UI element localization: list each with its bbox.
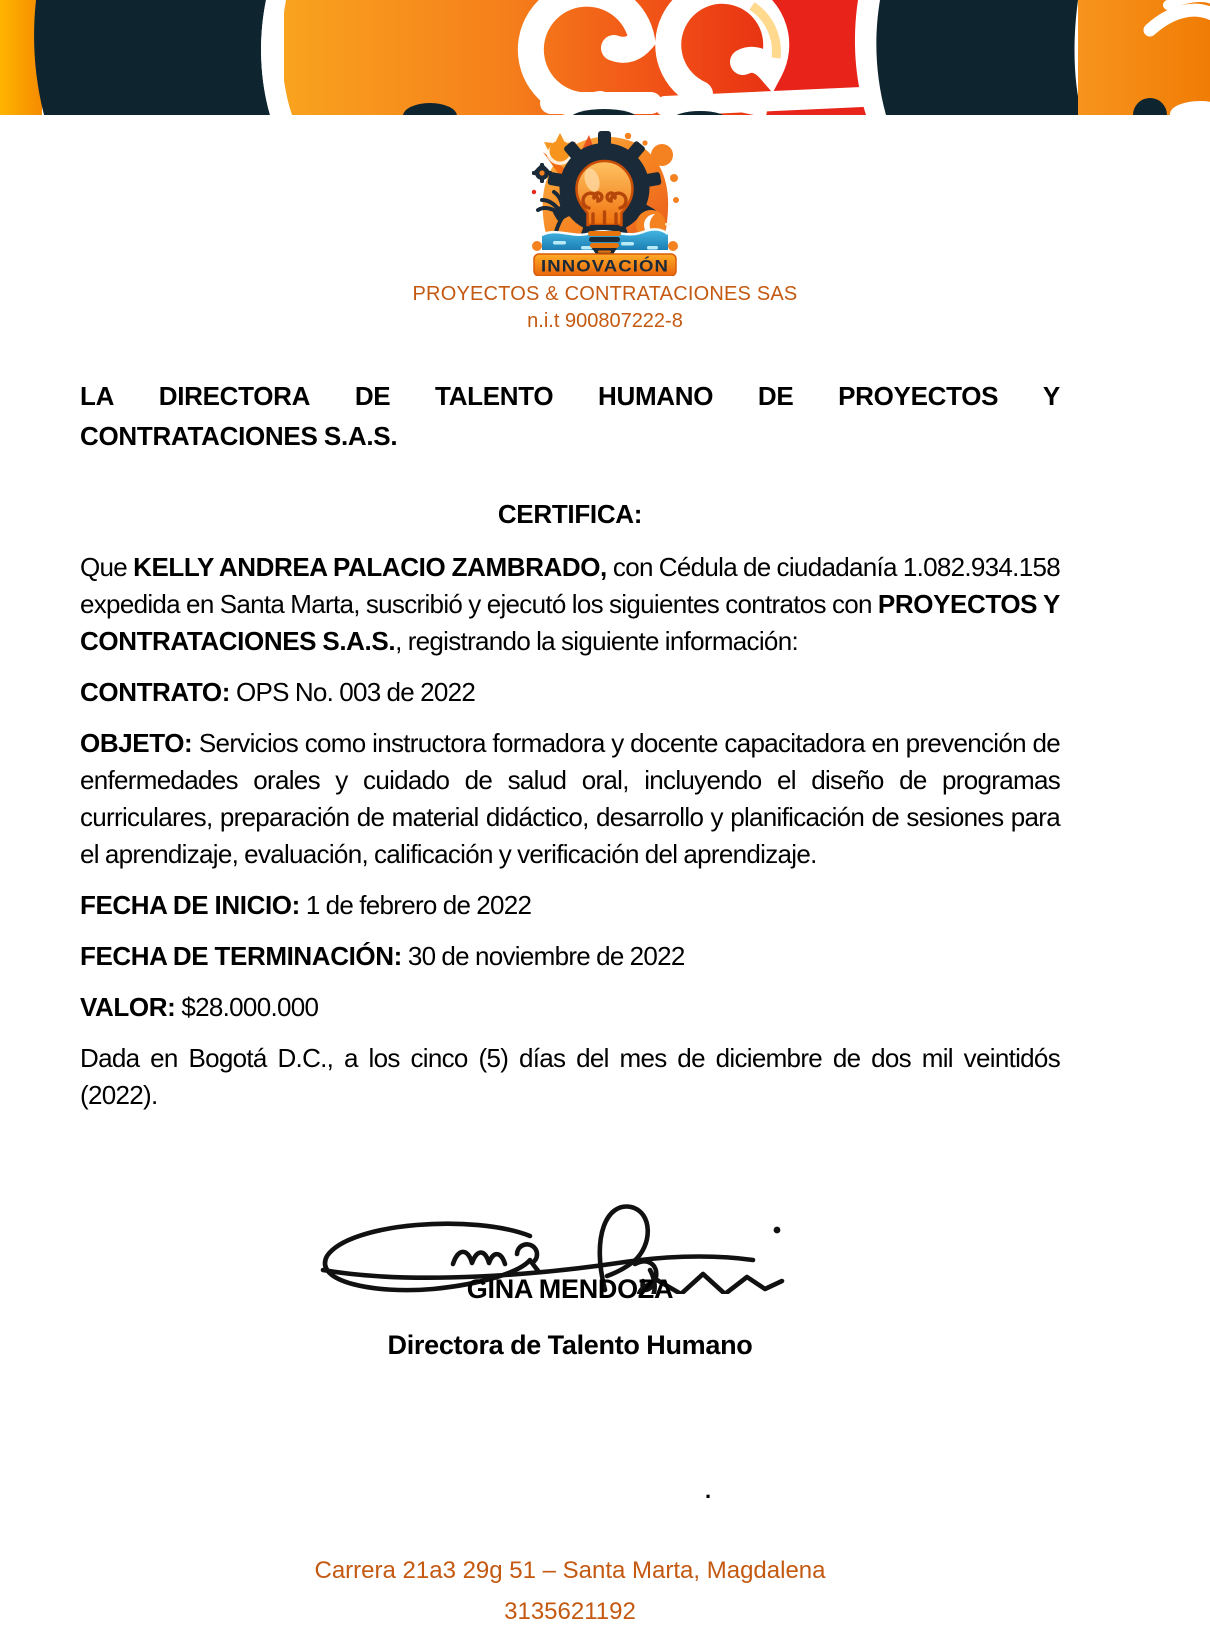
field-contrato-value: OPS No. 003 de 2022: [229, 677, 476, 707]
field-fecha-terminacion-value: 30 de noviembre de 2022: [401, 941, 685, 971]
certifica-title: CERTIFICA:: [497, 499, 643, 529]
logo: [0, 128, 1210, 276]
intro-lead: Que: [80, 552, 134, 582]
field-valor-value: $28.000.000: [175, 992, 319, 1022]
company-name: PROYECTOS Y CONTRATACIONES S.A.S.: [80, 589, 1060, 656]
footer-phone: 3135621192: [504, 1598, 636, 1625]
closing-paragraph: Dada en Bogotá D.C., a los cinco (5) días del mes de diciembre de dos mil veintidós (2022).: [80, 1043, 1060, 1110]
signer-name: GINA MENDOZA: [466, 1274, 674, 1304]
field-fecha-inicio: [80, 887, 1060, 924]
intro-paragraph: [80, 549, 1060, 660]
org-name: PROYECTOS & CONTRATACIONES SAS: [412, 283, 798, 305]
field-valor: [80, 989, 1060, 1026]
field-fecha-inicio-value: 1 de febrero de 2022: [299, 890, 532, 920]
field-objeto: [80, 725, 1060, 873]
footer-address: Carrera 21a3 29g 51 – Santa Marta, Magdalena: [314, 1557, 826, 1584]
field-objeto-label: OBJETO:: [80, 728, 193, 758]
field-fecha-terminacion: [80, 938, 1060, 975]
employee-name: KELLY ANDREA PALACIO ZAMBRADO,: [133, 552, 607, 582]
field-contrato-label: CONTRATO:: [80, 677, 230, 707]
field-contrato: [80, 674, 1060, 711]
field-fecha-terminacion-label: FECHA DE TERMINACIÓN:: [80, 941, 402, 971]
field-fecha-inicio-label: FECHA DE INICIO:: [80, 890, 300, 920]
logo-wordmark: INNOVACIÓN: [541, 256, 669, 276]
signer-title: Directora de Talento Humano: [387, 1330, 753, 1360]
stray-period: .: [705, 1478, 712, 1503]
footer: [80, 1550, 1060, 1632]
intro-mid: con Cédula de ciudadanía 1.082.934.158 expedida en Santa Marta, suscribió y ejecutó los siguientes contratos con: [80, 552, 1060, 619]
innovacion-logo-art: [529, 128, 681, 276]
document-heading: [80, 376, 1060, 456]
logo-banner: [534, 254, 676, 276]
heading-line2: CONTRATACIONES S.A.S.: [80, 421, 398, 451]
intro-tail: , registrando la siguiente información:: [395, 626, 798, 656]
ink-dot: [774, 1227, 781, 1234]
top-banner-art: [0, 0, 1210, 115]
org-nit: n.i.t 900807222-8: [527, 310, 683, 332]
heading-line1: LA DIRECTORA DE TALENTO HUMANO DE PROYECTOS Y: [80, 381, 1060, 411]
field-valor-label: VALOR:: [80, 992, 176, 1022]
signature-block: [80, 1194, 1060, 1362]
field-objeto-value: Servicios como instructora formadora y docente capacitadora en prevención de enfermedades orales y cuidado de salud oral, incluyendo el diseño de programas curriculares, preparación de material didáctico, desarrollo y planificación de sesiones para el aprendizaje, evaluación, calificación y verificación del aprendizaje.: [80, 728, 1060, 869]
